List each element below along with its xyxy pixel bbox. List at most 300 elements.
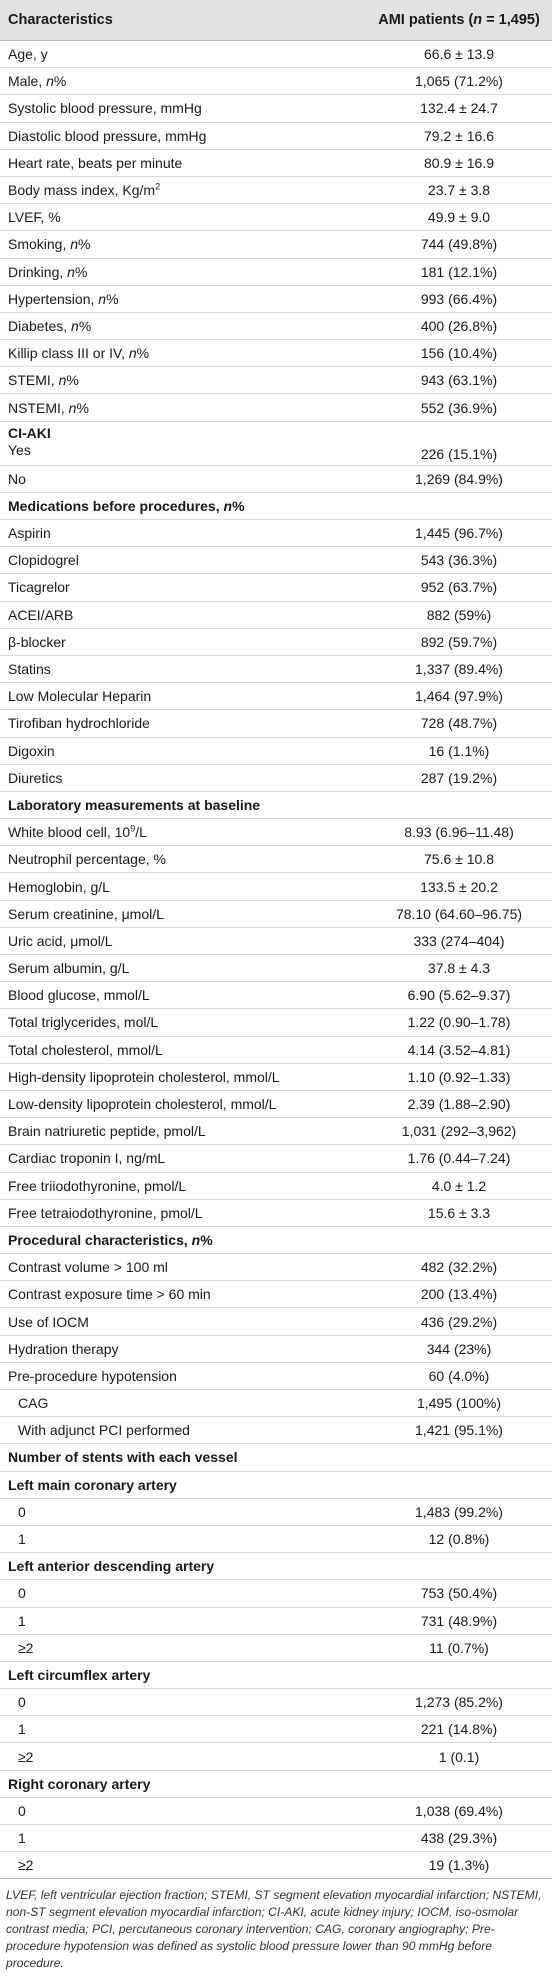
ami-value: 1,421 (95.1%) (415, 1422, 503, 1439)
ami-value: 8.93 (6.96–11.48) (404, 824, 514, 841)
label-suffix: % (74, 263, 88, 280)
table-row (0, 465, 552, 492)
label-italic-n: n (98, 290, 107, 307)
table-row (0, 231, 552, 258)
table-row (0, 764, 552, 791)
characteristic-label (0, 465, 366, 492)
characteristic-label (0, 1716, 366, 1743)
table-row (0, 873, 552, 900)
table-row (0, 1743, 552, 1770)
label-text: Low Molecular Heparin (8, 688, 152, 705)
ami-value: 438 (29.3%) (420, 1830, 498, 1847)
table-footnote: LVEF, left ventricular ejection fraction; STEMI, ST segment elevation myocardial infarction; NSTEMI, non-ST segment elevation myocardial infarction; CI-AKI, acute kidney injury; IOCM, iso-osmolar contrast media; PCI, percutaneous coronary intervention; CAG, coronary angiography; Pre-procedure hypotension was defined as systolic blood pressure lower than 90 mmHg before procedure. (6, 1888, 542, 1971)
characteristic-label (0, 1036, 366, 1063)
label-text: Smoking, (8, 236, 71, 253)
label-text: 0 (18, 1802, 26, 1819)
label-suffix: % (66, 372, 79, 389)
label-text: Total triglycerides, mol/L (8, 1014, 159, 1031)
characteristic-label (0, 737, 366, 764)
ami-value: 333 (274–404) (413, 932, 505, 949)
ami-value: 952 (63.7%) (420, 579, 498, 596)
characteristic-label (0, 176, 366, 203)
table-row (0, 1825, 552, 1852)
label-suffix: % (232, 497, 245, 514)
characteristic-label (0, 710, 366, 737)
table-row (0, 367, 552, 394)
ami-value (366, 791, 552, 818)
characteristic-label (0, 122, 366, 149)
label-suffix: % (53, 73, 67, 90)
label-suffix: % (136, 345, 150, 362)
table-row (0, 1199, 552, 1226)
label-italic-n: n (68, 399, 77, 416)
table-row (0, 1716, 552, 1743)
table-row (0, 394, 552, 421)
characteristic-label (0, 1308, 366, 1335)
characteristic-label (0, 340, 366, 367)
header-ami-prefix: AMI patients ( (378, 12, 474, 28)
characteristic-label (0, 574, 366, 601)
characteristic-label (0, 1009, 366, 1036)
label-text: Statins (8, 661, 51, 678)
ami-value: 49.9 ± 9.0 (427, 209, 491, 226)
ami-value: 11 (0.7%) (429, 1639, 489, 1656)
characteristic-label (0, 1063, 366, 1090)
table-row (0, 1335, 552, 1362)
ami-value: 436 (29.2%) (420, 1313, 498, 1330)
label-text: Blood glucose, mmol/L (8, 987, 150, 1004)
label-text: ≥2 (18, 1639, 34, 1656)
section-header-row (0, 791, 552, 818)
label-italic-n: n (46, 73, 54, 90)
characteristic-label (0, 1362, 366, 1389)
characteristic-label (0, 492, 366, 519)
label-text: Age, y (8, 46, 48, 63)
characteristic-label (0, 1090, 366, 1117)
characteristic-label (0, 900, 366, 927)
characteristic-label (0, 1607, 366, 1634)
characteristic-label (0, 1770, 366, 1797)
characteristic-label (0, 1852, 366, 1879)
ami-value: 226 (15.1%) (420, 445, 498, 462)
characteristic-label (0, 312, 366, 339)
section-header-row (0, 1471, 552, 1498)
label-italic-n: n (58, 372, 67, 389)
ami-value: 1.10 (0.92–1.33) (407, 1068, 511, 1085)
table-row (0, 1118, 552, 1145)
label-text: Drinking, (8, 263, 68, 280)
section-header-row (0, 1226, 552, 1253)
table-row (0, 68, 552, 95)
label-text: Diuretics (8, 769, 63, 786)
characteristic-label (0, 1553, 366, 1580)
label-italic-n: n (70, 236, 79, 253)
characteristic-label (0, 955, 366, 982)
label-text: Low-density lipoprotein cholesterol, mmol/L (8, 1096, 277, 1113)
ami-value: 1,337 (89.4%) (415, 661, 503, 678)
table-row (0, 1009, 552, 1036)
characteristic-label (0, 819, 366, 846)
table-row (0, 710, 552, 737)
ami-value: 221 (14.8%) (420, 1721, 498, 1738)
label-text: 1 (18, 1612, 26, 1629)
ami-value: 19 (1.3%) (428, 1857, 490, 1874)
table-row (0, 737, 552, 764)
characteristic-label (0, 1743, 366, 1770)
label-text: Right coronary artery (8, 1775, 151, 1792)
table-row (0, 927, 552, 954)
ami-value: 1,038 (69.4%) (415, 1802, 503, 1819)
ami-value: 731 (48.9%) (420, 1612, 498, 1629)
label-text: 1 (18, 1531, 26, 1548)
characteristic-label (0, 421, 366, 465)
ami-value: 80.9 ± 16.9 (424, 154, 494, 171)
label-text: Male, (8, 73, 47, 90)
header-characteristics: Characteristics (0, 0, 366, 41)
table-row (0, 1852, 552, 1879)
ami-value: 943 (63.1%) (420, 372, 498, 389)
characteristic-label (0, 1661, 366, 1688)
table-row (0, 819, 552, 846)
table-row (0, 1254, 552, 1281)
section-header-row (0, 1661, 552, 1688)
ami-value: 4.0 ± 1.2 (431, 1177, 487, 1194)
characteristic-label (0, 1634, 366, 1661)
label-text: Laboratory measurements at baseline (8, 796, 261, 813)
characteristic-label (0, 1498, 366, 1525)
ami-value: 344 (23%) (426, 1340, 492, 1357)
characteristic-label (0, 1335, 366, 1362)
label-text: Serum albumin, g/L (8, 960, 130, 977)
characteristic-label (0, 204, 366, 231)
table-row (0, 601, 552, 628)
characteristic-label (0, 982, 366, 1009)
ami-value: 1,031 (292–3,962) (401, 1123, 517, 1140)
table-row (0, 312, 552, 339)
label-text: Systolic blood pressure, mmHg (8, 100, 202, 117)
label-text: Diabetes, (8, 317, 72, 334)
section-header-row (0, 1444, 552, 1471)
ami-value: 993 (66.4%) (420, 290, 498, 307)
table-row (0, 122, 552, 149)
ami-value (366, 1226, 552, 1253)
ami-value: 1,483 (99.2%) (415, 1503, 503, 1520)
ami-value: 482 (32.2%) (420, 1259, 498, 1276)
ami-value (366, 1661, 552, 1688)
label-text: Contrast volume > 100 ml (8, 1259, 168, 1276)
label-text: STEMI, (8, 372, 59, 389)
table-row (0, 1281, 552, 1308)
header-ami-n: n (473, 12, 483, 28)
table-row (0, 149, 552, 176)
characteristic-label (0, 1797, 366, 1824)
label-text: β-blocker (8, 633, 66, 650)
label-text: Clopidogrel (8, 552, 79, 569)
table-row (0, 204, 552, 231)
characteristic-label (0, 873, 366, 900)
ami-value: 133.5 ± 20.2 (420, 878, 498, 895)
table-row (0, 1308, 552, 1335)
label-text: White blood cell, 10 (8, 824, 131, 841)
label-superscript: 2 (155, 181, 161, 192)
label-text: Brain natriuretic peptide, pmol/L (8, 1123, 206, 1140)
table-row (0, 1498, 552, 1525)
table-row (0, 176, 552, 203)
characteristic-label (0, 791, 366, 818)
table-row (0, 1390, 552, 1417)
label-text: Total cholesterol, mmol/L (8, 1041, 163, 1058)
label-text: Diastolic blood pressure, mmHg (8, 127, 207, 144)
ami-value: 4.14 (3.52–4.81) (407, 1041, 511, 1058)
label-text: Hydration therapy (8, 1340, 119, 1357)
label-suffix: % (78, 236, 91, 253)
ami-value: 78.10 (64.60–96.75) (395, 905, 523, 922)
table-row (0, 258, 552, 285)
label-suffix: % (106, 290, 119, 307)
section-header-row (0, 492, 552, 519)
ami-value: 1.76 (0.44–7.24) (407, 1150, 511, 1167)
table-row (0, 628, 552, 655)
label-text: Use of IOCM (8, 1313, 89, 1330)
label-text: NSTEMI, (8, 399, 69, 416)
ami-value: 12 (0.8%) (428, 1531, 490, 1548)
label-text: Free triiodothyronine, pmol/L (8, 1177, 187, 1194)
label-text: 0 (18, 1503, 26, 1520)
label-text: ACEI/ARB (8, 606, 74, 623)
label-text: Uric acid, μmol/L (8, 932, 113, 949)
table-row (0, 1172, 552, 1199)
label-text: Cardiac troponin I, ng/mL (8, 1150, 166, 1167)
table-row (0, 1580, 552, 1607)
characteristic-label (0, 231, 366, 258)
characteristic-label (0, 1199, 366, 1226)
table-row (0, 846, 552, 873)
ami-value: 37.8 ± 4.3 (427, 960, 491, 977)
label-italic-n: n (128, 345, 137, 362)
section-header-row (0, 1770, 552, 1797)
label-text: Hypertension, (8, 290, 99, 307)
ami-value (366, 492, 552, 519)
characteristic-label (0, 1172, 366, 1199)
label-text: Number of stents with each vessel (8, 1449, 238, 1466)
label-text: Procedural characteristics, (8, 1231, 192, 1248)
label-italic-n: n (71, 317, 79, 334)
characteristic-label (0, 1281, 366, 1308)
table-row (0, 421, 552, 465)
ami-value: 728 (48.7%) (420, 715, 498, 732)
characteristic-label (0, 394, 366, 421)
characteristic-label (0, 95, 366, 122)
table-row (0, 547, 552, 574)
characteristic-label (0, 927, 366, 954)
ami-value: 132.4 ± 24.7 (420, 100, 498, 117)
ami-value: 1,464 (97.9%) (415, 688, 503, 705)
label-text: LVEF, % (8, 209, 61, 226)
ami-value: 1,445 (96.7%) (415, 525, 503, 542)
label-text: Body mass index, Kg/m (8, 182, 156, 199)
characteristic-label (0, 601, 366, 628)
label-text: 0 (18, 1694, 26, 1711)
table-header-row (0, 0, 552, 41)
characteristic-label (0, 628, 366, 655)
label-italic-n: n (223, 497, 233, 514)
label-text: ≥2 (18, 1748, 34, 1765)
characteristic-label (0, 520, 366, 547)
label-text: Ticagrelor (8, 579, 70, 596)
label-text: Serum creatinine, μmol/L (8, 905, 164, 922)
characteristic-label (0, 68, 366, 95)
section-header-row (0, 1553, 552, 1580)
label-text: CI-AKI (8, 424, 51, 441)
label-text: Hemoglobin, g/L (8, 878, 110, 895)
label-text: Pre-procedure hypotension (8, 1367, 177, 1384)
ami-value: 882 (59%) (426, 606, 492, 623)
label-text: CAG (18, 1395, 49, 1412)
ami-value (366, 1553, 552, 1580)
ami-value (366, 1770, 552, 1797)
ami-value: 66.6 ± 13.9 (424, 46, 494, 63)
table-row (0, 1063, 552, 1090)
table-row (0, 683, 552, 710)
table-row (0, 41, 552, 68)
characteristic-label (0, 764, 366, 791)
label-text: With adjunct PCI performed (18, 1422, 190, 1439)
characteristic-label (0, 547, 366, 574)
characteristic-label (0, 149, 366, 176)
label-text: Free tetraiodothyronine, pmol/L (8, 1204, 203, 1221)
table-row (0, 95, 552, 122)
sub-label: Yes (8, 441, 31, 458)
label-text: 1 (18, 1830, 26, 1847)
ami-value: 1,273 (85.2%) (415, 1694, 503, 1711)
ami-value: 2.39 (1.88–2.90) (407, 1096, 511, 1113)
table-row (0, 1090, 552, 1117)
table-row (0, 1145, 552, 1172)
characteristic-label (0, 1226, 366, 1253)
characteristic-label (0, 1417, 366, 1444)
label-text: Aspirin (8, 525, 51, 542)
table-row (0, 900, 552, 927)
ami-value (366, 1471, 552, 1498)
label-text: Left main coronary artery (8, 1476, 177, 1493)
table-row (0, 1525, 552, 1552)
ami-value: 552 (36.9%) (420, 399, 498, 416)
characteristic-label (0, 683, 366, 710)
characteristic-label (0, 846, 366, 873)
ami-value: 1,269 (84.9%) (415, 470, 503, 487)
ami-value: 181 (12.1%) (420, 263, 498, 280)
characteristic-label (0, 1525, 366, 1552)
ami-value: 400 (26.8%) (420, 317, 498, 334)
label-text: No (8, 470, 26, 487)
ami-value: 60 (4.0%) (428, 1367, 490, 1384)
ami-value: 1,065 (71.2%) (415, 73, 503, 90)
characteristic-label (0, 1145, 366, 1172)
table-row (0, 1362, 552, 1389)
characteristic-label (0, 655, 366, 682)
table-row (0, 1797, 552, 1824)
table-row (0, 1689, 552, 1716)
header-ami-suffix: = 1,495) (482, 12, 540, 28)
label-text: Neutrophil percentage, % (8, 851, 166, 868)
characteristic-label (0, 1471, 366, 1498)
table-row (0, 520, 552, 547)
ami-value: 1,495 (100%) (416, 1395, 502, 1412)
ami-value: 753 (50.4%) (420, 1585, 498, 1602)
characteristic-label (0, 367, 366, 394)
characteristic-label (0, 41, 366, 68)
label-text: Medications before procedures, (8, 497, 224, 514)
ami-value: 543 (36.3%) (420, 552, 498, 569)
characteristic-label (0, 1580, 366, 1607)
label-suffix: % (76, 399, 89, 416)
label-italic-n: n (191, 1231, 201, 1248)
header-ami-patients (366, 0, 552, 41)
label-suffix: % (200, 1231, 213, 1248)
label-italic-n: n (67, 263, 75, 280)
characteristic-label (0, 1390, 366, 1417)
label-suffix: % (78, 317, 92, 334)
ami-value: 1.22 (0.90–1.78) (407, 1014, 511, 1031)
table-row (0, 1607, 552, 1634)
characteristic-label (0, 1254, 366, 1281)
label-text: Heart rate, beats per minute (8, 154, 183, 171)
table-row (0, 955, 552, 982)
ami-value (366, 1444, 552, 1471)
ami-value: 75.6 ± 10.8 (424, 851, 494, 868)
ami-value: 287 (19.2%) (420, 769, 498, 786)
ami-value: 1 (0.1) (438, 1748, 480, 1765)
table-row (0, 1417, 552, 1444)
label-text: Digoxin (8, 742, 55, 759)
table-row (0, 655, 552, 682)
label-text: High-density lipoprotein cholesterol, mmol/L (8, 1068, 280, 1085)
characteristic-label (0, 285, 366, 312)
label-text: Left circumflex artery (8, 1666, 151, 1683)
characteristic-label (0, 258, 366, 285)
table-row (0, 574, 552, 601)
table-row (0, 1634, 552, 1661)
characteristic-label (0, 1444, 366, 1471)
ami-value: 23.7 ± 3.8 (427, 182, 491, 199)
table-row (0, 982, 552, 1009)
label-text: 0 (18, 1585, 26, 1602)
label-text: Contrast exposure time > 60 min (8, 1286, 211, 1303)
table-row (0, 1036, 552, 1063)
ami-value: 15.6 ± 3.3 (427, 1204, 491, 1221)
ami-value: 6.90 (5.62–9.37) (407, 987, 511, 1004)
table-row (0, 340, 552, 367)
characteristic-label (0, 1825, 366, 1852)
ami-value: 16 (1.1%) (428, 742, 490, 759)
label-text: Killip class III or IV, (8, 345, 129, 362)
label-suffix: /L (135, 824, 147, 841)
ami-value: 744 (49.8%) (420, 236, 498, 253)
label-text: 1 (18, 1721, 26, 1738)
ami-value: 79.2 ± 16.6 (424, 127, 494, 144)
table-row (0, 285, 552, 312)
ami-value: 156 (10.4%) (420, 345, 498, 362)
table-body (0, 41, 552, 1879)
characteristic-label (0, 1118, 366, 1145)
label-superscript: 9 (130, 823, 136, 834)
label-text: Tirofiban hydrochloride (8, 715, 150, 732)
label-text: Left anterior descending artery (8, 1558, 215, 1575)
characteristic-label (0, 1689, 366, 1716)
ami-value: 892 (59.7%) (420, 633, 498, 650)
ami-value: 200 (13.4%) (420, 1286, 498, 1303)
label-text: ≥2 (18, 1857, 34, 1874)
